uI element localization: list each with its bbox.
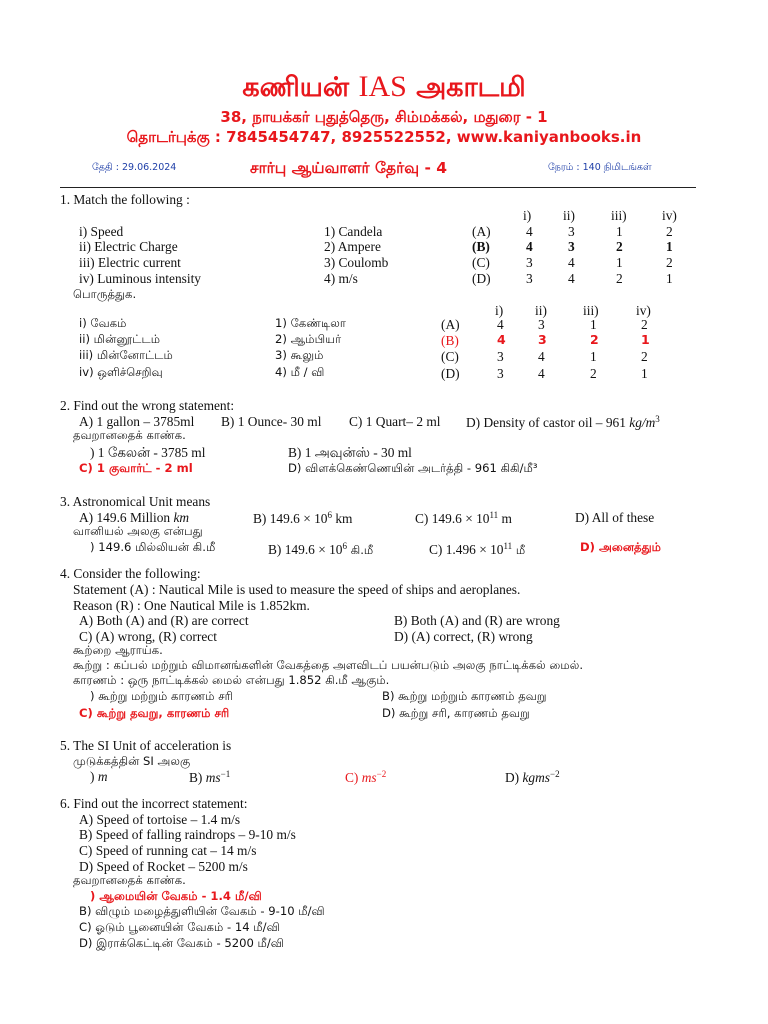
q3-tamil-b: [268, 542, 373, 557]
q5-option-a: [90, 770, 107, 783]
q1-ta-left-1: i) வேகம்: [79, 316, 127, 330]
q1-right-2: 2) Ampere: [324, 239, 381, 254]
q2-question: 2. Find out the wrong statement:: [60, 398, 235, 413]
title-tamil-2: அகாடமி: [406, 72, 526, 103]
q3-tamil-question: வானியல் அலகு என்பது: [73, 524, 203, 538]
title-ias: IAS: [358, 70, 407, 103]
q3-option-c-exp: 11: [489, 510, 499, 520]
q6-option-b: B) Speed of falling raindrops – 9-10 m/s: [79, 827, 296, 842]
q6-tamil-c: C) ஓடும் பூனையின் வேகம் - 14 மீ/வி: [79, 920, 280, 934]
q3-option-b-text: B) 149.6 × 10: [253, 511, 328, 526]
q1-right-3: 3) Coulomb: [324, 255, 389, 270]
q3-tamil-c-text: C) 1.496 × 10: [429, 542, 504, 557]
q2-tamil-c: C) 1 குவார்ட் - 2 ml: [79, 461, 193, 475]
q5-option-d-text: D): [505, 770, 523, 785]
q1-left-1: i) Speed: [79, 224, 124, 239]
page-title: [0, 72, 768, 102]
q3-option-b-unit: km: [332, 511, 353, 526]
q1-ta-opt-d-v4: 1: [641, 366, 648, 381]
q1-ta-opt-a-v1: 4: [497, 317, 504, 332]
q5-option-d: [505, 770, 560, 784]
q1-ta-opt-d-label: (D): [441, 366, 460, 381]
q1-ta-opt-d-v3: 2: [590, 366, 597, 381]
q1-ta-opt-d-v2: 4: [538, 366, 545, 381]
q1-right-1: 1) Candela: [324, 224, 383, 239]
q5-option-b-text: B): [189, 770, 206, 785]
q1-opt-d-label: (D): [472, 271, 491, 286]
q1-ta-opt-b-v2: 3: [538, 332, 547, 347]
exam-title: சார்பு ஆய்வாளர் தேர்வு - 4: [250, 159, 448, 177]
q1-ta-left-3: iii) மின்னோட்டம்: [79, 348, 173, 362]
q3-tamil-c: [429, 542, 525, 557]
q5-option-b: [189, 770, 230, 784]
q6-tamil-d: D) இராக்கெட்டின் வேகம் - 5200 மீ/வி: [79, 936, 284, 950]
q2-tamil-d: D) விளக்கெண்ணெயின் அடர்த்தி - 961 கிகி/மீ³: [288, 461, 538, 475]
q3-tamil-d: D) அனைத்தும்: [580, 540, 661, 554]
q4-question: 4. Consider the following:: [60, 566, 201, 581]
q6-tamil-b: B) விழும் மழைத்துளியின் வேகம் - 9-10 மீ/வி: [79, 904, 325, 918]
q3-tamil-b-unit: கி.மீ: [347, 543, 374, 557]
q4-option-d: D) (A) correct, (R) wrong: [394, 629, 533, 644]
q1-ta-opt-c-v2: 4: [538, 349, 545, 364]
q1-ta-head-iii: iii): [583, 303, 599, 318]
q1-opt-d-v3: 2: [616, 271, 623, 286]
q5-option-b-exp: −1: [220, 769, 231, 779]
q1-tamil-question: பொருத்துக.: [73, 287, 137, 301]
q2-option-b: B) 1 Ounce- 30 ml: [221, 414, 322, 429]
q1-ta-opt-a-v4: 2: [641, 317, 648, 332]
q1-left-3: iii) Electric current: [79, 255, 181, 270]
q1-head-iii: iii): [611, 208, 627, 223]
q2-option-d-unit: kg/m: [629, 415, 656, 430]
q3-option-d: D) All of these: [575, 510, 655, 525]
q1-ta-opt-a-v2: 3: [538, 317, 545, 332]
q3-tamil-b-text: B) 149.6 × 10: [268, 542, 343, 557]
q1-head-i: i): [523, 208, 532, 223]
q4-tamil-question: கூற்றை ஆராய்க.: [73, 643, 163, 657]
q6-option-d: D) Speed of Rocket – 5200 m/s: [79, 859, 248, 874]
q2-tamil-b: B) 1 அவுன்ஸ் - 30 ml: [288, 445, 412, 460]
q3-option-a-text: A) 149.6 Million: [79, 510, 174, 525]
q1-opt-d-v4: 1: [666, 271, 673, 286]
q1-ta-opt-c-v3: 1: [590, 349, 597, 364]
q5-tamil-question: [73, 754, 190, 768]
q4-tamil-b: B) கூற்று மற்றும் காரணம் தவறு: [382, 689, 547, 703]
q1-opt-b-v3: 2: [616, 239, 623, 254]
address: 38, நாயக்கர் புதுத்தெரு, சிம்மக்கல், மதுரை - 1: [220, 108, 548, 126]
exam-time: நேரம் : 140 நிமிடங்கள்: [548, 162, 652, 173]
q4-tamil-c: C) கூற்று தவறு, காரணம் சரி: [79, 706, 230, 720]
q4-option-c: C) (A) wrong, (R) correct: [79, 629, 217, 644]
q4-statement: Statement (A) : Nautical Mile is used to measure the speed of ships and aeroplanes.: [73, 582, 521, 597]
q2-option-d-text: D) Density of castor oil – 961: [466, 415, 630, 430]
q3-option-c-text: C) 149.6 × 10: [415, 511, 490, 526]
q1-ta-right-4: 4) மீ / வி: [275, 365, 325, 379]
q1-opt-c-label: (C): [472, 255, 490, 270]
q4-tamil-d: D) கூற்று சரி, காரணம் தவறு: [382, 706, 530, 720]
q4-option-a: A) Both (A) and (R) are correct: [79, 613, 249, 628]
q5-option-a-text: ): [90, 769, 98, 784]
q3-question: 3. Astronomical Unit means: [60, 494, 211, 509]
q1-ta-opt-c-v4: 2: [641, 349, 648, 364]
q1-ta-head-ii: ii): [535, 303, 547, 318]
q5-option-c-unit: ms: [361, 770, 377, 785]
q6-tamil-question: தவறானதைக் காண்க.: [73, 873, 186, 887]
q3-option-c-unit: m: [498, 511, 512, 526]
q1-opt-a-v1: 4: [526, 224, 533, 239]
q3-tamil-c-unit: மீ: [512, 543, 526, 557]
q1-head-ii: ii): [563, 208, 575, 223]
q1-question: 1. Match the following :: [60, 192, 190, 207]
q1-ta-left-2: ii) மின்னூட்டம்: [79, 332, 161, 346]
q5-tamil-question-text: முடுக்கத்தின் SI அலகு: [73, 754, 191, 768]
q6-tamil-a: ) ஆமையின் வேகம் - 1.4 மீ/வி: [90, 889, 262, 903]
q1-opt-b-v2: 3: [568, 239, 575, 254]
q1-ta-opt-b-v4: 1: [641, 332, 650, 347]
exam-date: தேதி : 29.06.2024: [92, 162, 177, 173]
q1-opt-a-v2: 3: [568, 224, 575, 239]
q1-opt-b-v1: 4: [526, 239, 533, 254]
header-divider: [60, 187, 696, 188]
q1-ta-opt-b-v3: 2: [590, 332, 599, 347]
q1-right-4: 4) m/s: [324, 271, 358, 286]
q1-head-iv: iv): [662, 208, 677, 223]
q2-tamil-a: ) 1 கேலன் - 3785 ml: [90, 445, 206, 460]
q4-reason: Reason (R) : One Nautical Mile is 1.852km.: [73, 598, 310, 613]
q2-tamil-question: தவறானதைக் காண்க.: [73, 428, 186, 442]
q3-option-b: [253, 511, 352, 525]
q1-ta-opt-b-label: (B): [441, 333, 459, 348]
q5-question: 5. The SI Unit of acceleration is: [60, 738, 232, 753]
q4-tamil-a: ) கூற்று மற்றும் காரணம் சரி: [90, 689, 234, 703]
q1-opt-c-v1: 3: [526, 255, 533, 270]
q2-option-c: C) 1 Quart– 2 ml: [349, 414, 441, 429]
q1-ta-opt-b-v1: 4: [497, 332, 506, 347]
q1-opt-d-v1: 3: [526, 271, 533, 286]
q1-ta-opt-d-v1: 3: [497, 366, 504, 381]
q6-question: 6. Find out the incorrect statement:: [60, 796, 248, 811]
q5-option-c: [345, 770, 386, 784]
q3-option-a: [79, 511, 189, 524]
q3-tamil-b-exp: 6: [342, 541, 348, 551]
q1-opt-b-label: (B): [472, 239, 490, 254]
q1-opt-c-v4: 2: [666, 255, 673, 270]
q5-option-b-unit: ms: [205, 770, 221, 785]
q1-ta-head-i: i): [495, 303, 504, 318]
q1-ta-head-iv: iv): [636, 303, 651, 318]
q4-tamil-statement: கூற்று : கப்பல் மற்றும் விமானங்களின் வேகத்தை அளவிடப் பயன்படும் அலகு நாட்டிக்கல் மைல்.: [73, 658, 584, 672]
q1-ta-left-4: iv) ஒளிச்செறிவு: [79, 365, 163, 379]
q4-tamil-reason: காரணம் : ஒரு நாட்டிக்கல் மைல் என்பது 1.852 கி.மீ ஆகும்.: [73, 673, 390, 687]
q3-option-a-unit: km: [173, 510, 190, 525]
q1-opt-a-v3: 1: [616, 224, 623, 239]
q5-option-d-exp: −2: [550, 769, 560, 779]
q3-tamil-c-exp: 11: [503, 541, 513, 551]
q6-option-c: C) Speed of running cat – 14 m/s: [79, 843, 257, 858]
q1-left-2: ii) Electric Charge: [79, 239, 178, 254]
q1-ta-opt-a-v3: 1: [590, 317, 597, 332]
q1-ta-right-3: 3) கூலும்: [275, 348, 324, 362]
q2-option-a: A) 1 gallon – 3785ml: [79, 414, 195, 429]
q6-option-a: A) Speed of tortoise – 1.4 m/s: [79, 812, 241, 827]
q5-option-a-unit: m: [97, 769, 108, 784]
q2-option-d-exp: 3: [655, 414, 660, 424]
q1-opt-c-v3: 1: [616, 255, 623, 270]
q4-option-b: B) Both (A) and (R) are wrong: [394, 613, 560, 628]
q1-opt-c-v2: 4: [568, 255, 575, 270]
q1-opt-b-v4: 1: [666, 239, 673, 254]
q1-ta-opt-a-label: (A): [441, 317, 460, 332]
q3-option-c: [415, 511, 512, 525]
q1-ta-opt-c-v1: 3: [497, 349, 504, 364]
q5-option-c-exp: −2: [376, 769, 387, 779]
q1-left-4: iv) Luminous intensity: [79, 271, 201, 286]
q1-opt-d-v2: 4: [568, 271, 575, 286]
contact-line: தொடர்புக்கு : 7845454747, 8925522552, www.kaniyanbooks.in: [126, 128, 642, 146]
q1-ta-right-1: 1) கேண்டிலா: [275, 316, 346, 330]
q3-tamil-a: ) 149.6 மில்லியன் கி.மீ: [90, 540, 216, 554]
title-tamil-1: கணியன்: [242, 72, 359, 103]
q5-option-d-unit: kgms: [522, 770, 551, 785]
q5-option-c-text: C): [345, 770, 362, 785]
q1-ta-right-2: 2) ஆம்பியர்: [275, 332, 342, 346]
q1-opt-a-v4: 2: [666, 224, 673, 239]
q1-ta-opt-c-label: (C): [441, 349, 459, 364]
q1-opt-a-label: (A): [472, 224, 491, 239]
q2-option-d: [466, 415, 660, 429]
q3-option-b-exp: 6: [327, 510, 333, 520]
